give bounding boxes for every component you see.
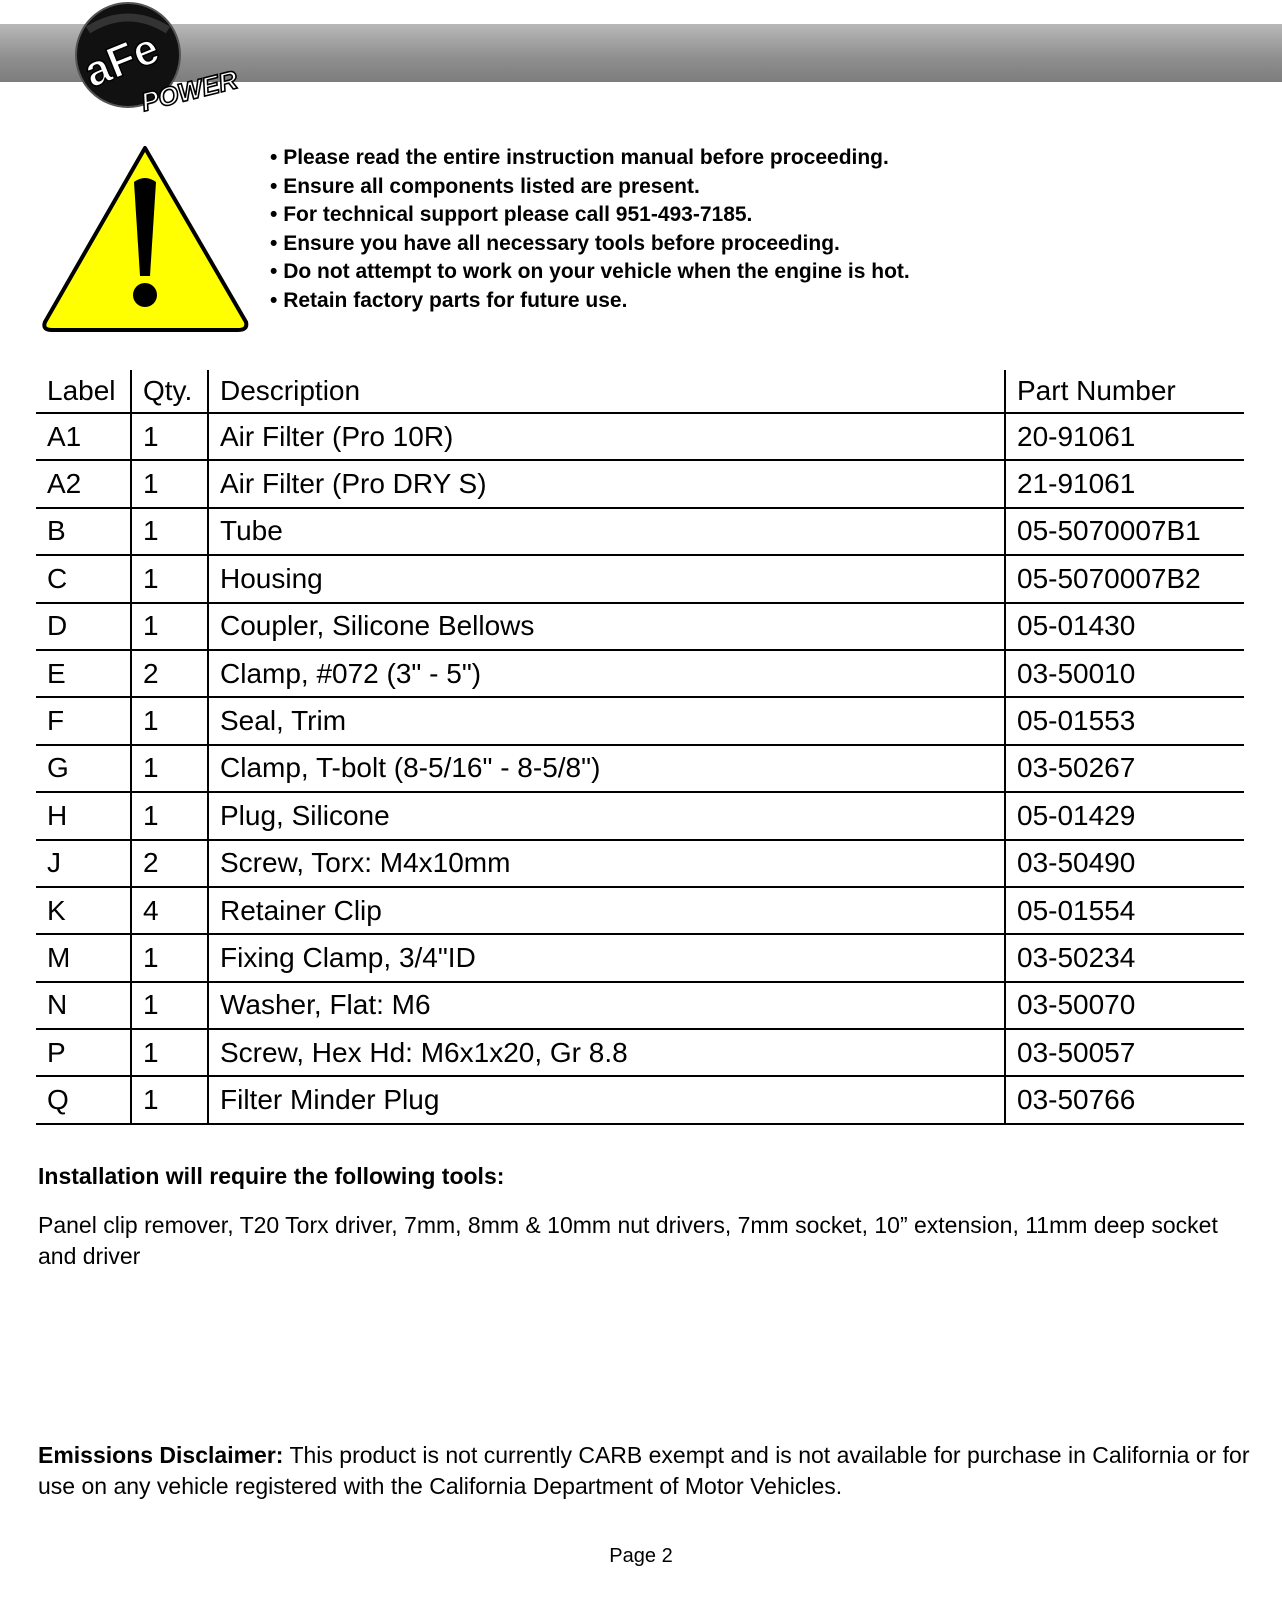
table-row [36, 650, 1244, 697]
cell-description: Housing [208, 555, 1005, 602]
cell-label: G [36, 745, 131, 792]
cell-description: Clamp, #072 (3" - 5") [208, 650, 1005, 697]
cell-part-number: 05-5070007B1 [1005, 508, 1244, 555]
cell-part-number: 03-50057 [1005, 1029, 1244, 1076]
header-qty: Qty. [131, 370, 208, 413]
cell-description: Coupler, Silicone Bellows [208, 603, 1005, 650]
cell-qty: 1 [131, 1029, 208, 1076]
cell-qty: 2 [131, 650, 208, 697]
cell-description: Fixing Clamp, 3/4"ID [208, 934, 1005, 981]
cell-label: A1 [36, 413, 131, 460]
cell-description: Tube [208, 508, 1005, 555]
cell-part-number: 03-50766 [1005, 1076, 1244, 1123]
cell-description: Screw, Torx: M4x10mm [208, 840, 1005, 887]
cell-label: J [36, 840, 131, 887]
notice-item: • Ensure all components listed are present. [270, 173, 910, 202]
cell-part-number: 03-50234 [1005, 934, 1244, 981]
cell-qty: 1 [131, 603, 208, 650]
cell-part-number: 05-01554 [1005, 887, 1244, 934]
cell-label: D [36, 603, 131, 650]
cell-part-number: 05-01430 [1005, 603, 1244, 650]
cell-qty: 1 [131, 1076, 208, 1123]
notice-item: • Do not attempt to work on your vehicle when the engine is hot. [270, 258, 910, 287]
parts-table-body [36, 413, 1244, 1124]
table-row [36, 555, 1244, 602]
cell-description: Air Filter (Pro 10R) [208, 413, 1005, 460]
parts-table [36, 370, 1244, 1125]
cell-label: H [36, 792, 131, 839]
tools-heading: Installation will require the following tools: [38, 1163, 505, 1189]
cell-description: Clamp, T-bolt (8-5/16" - 8-5/8") [208, 745, 1005, 792]
cell-description: Seal, Trim [208, 697, 1005, 744]
tools-list: Panel clip remover, T20 Torx driver, 7mm, 8mm & 10mm nut drivers, 7mm socket, 10” extension, 11mm deep socket and driver [38, 1212, 1218, 1269]
cell-part-number: 03-50010 [1005, 650, 1244, 697]
afe-power-logo [68, 0, 258, 118]
cell-qty: 1 [131, 982, 208, 1029]
cell-label: P [36, 1029, 131, 1076]
safety-notices [270, 144, 910, 316]
cell-qty: 1 [131, 555, 208, 602]
notice-item: • Retain factory parts for future use. [270, 287, 910, 316]
cell-qty: 2 [131, 840, 208, 887]
cell-part-number: 03-50490 [1005, 840, 1244, 887]
table-row [36, 413, 1244, 460]
table-row [36, 1029, 1244, 1076]
cell-label: K [36, 887, 131, 934]
disclaimer-text: This product is not currently CARB exempt and is not available for purchase in California or for use on any vehicle registered with the California Department of Motor Vehicles. [38, 1442, 1250, 1499]
table-row [36, 603, 1244, 650]
table-row [36, 792, 1244, 839]
logo-text: aFe [77, 23, 166, 98]
cell-description: Plug, Silicone [208, 792, 1005, 839]
table-row [36, 1076, 1244, 1123]
cell-qty: 1 [131, 413, 208, 460]
notice-item: • Please read the entire instruction manual before proceeding. [270, 144, 910, 173]
header-label: Label [36, 370, 131, 413]
cell-qty: 1 [131, 934, 208, 981]
disclaimer-label: Emissions Disclaimer: [38, 1442, 284, 1468]
cell-label: Q [36, 1076, 131, 1123]
cell-qty: 1 [131, 792, 208, 839]
table-row [36, 508, 1244, 555]
emissions-disclaimer [38, 1440, 1258, 1502]
cell-qty: 1 [131, 460, 208, 507]
cell-part-number: 03-50267 [1005, 745, 1244, 792]
cell-part-number: 05-5070007B2 [1005, 555, 1244, 602]
cell-label: M [36, 934, 131, 981]
header-part-number: Part Number [1005, 370, 1244, 413]
notice-item: • For technical support please call 951-493-7185. [270, 201, 910, 230]
table-row [36, 460, 1244, 507]
logo-subtext: POWER [138, 64, 241, 118]
cell-label: E [36, 650, 131, 697]
cell-part-number: 05-01429 [1005, 792, 1244, 839]
header-description: Description [208, 370, 1005, 413]
cell-description: Washer, Flat: M6 [208, 982, 1005, 1029]
cell-description: Retainer Clip [208, 887, 1005, 934]
cell-label: A2 [36, 460, 131, 507]
cell-label: B [36, 508, 131, 555]
cell-qty: 1 [131, 508, 208, 555]
page-number: Page 2 [609, 1545, 673, 1567]
table-row [36, 840, 1244, 887]
table-row [36, 745, 1244, 792]
cell-qty: 1 [131, 697, 208, 744]
table-row [36, 982, 1244, 1029]
cell-description: Air Filter (Pro DRY S) [208, 460, 1005, 507]
cell-label: N [36, 982, 131, 1029]
warning-triangle-icon [38, 144, 252, 334]
table-row [36, 697, 1244, 744]
cell-part-number: 05-01553 [1005, 697, 1244, 744]
cell-label: F [36, 697, 131, 744]
cell-qty: 4 [131, 887, 208, 934]
notice-item: • Ensure you have all necessary tools before proceeding. [270, 230, 910, 259]
table-header-row [36, 370, 1244, 413]
table-row [36, 887, 1244, 934]
cell-description: Screw, Hex Hd: M6x1x20, Gr 8.8 [208, 1029, 1005, 1076]
cell-description: Filter Minder Plug [208, 1076, 1005, 1123]
cell-part-number: 03-50070 [1005, 982, 1244, 1029]
table-row [36, 934, 1244, 981]
cell-part-number: 21-91061 [1005, 460, 1244, 507]
cell-qty: 1 [131, 745, 208, 792]
cell-label: C [36, 555, 131, 602]
cell-part-number: 20-91061 [1005, 413, 1244, 460]
